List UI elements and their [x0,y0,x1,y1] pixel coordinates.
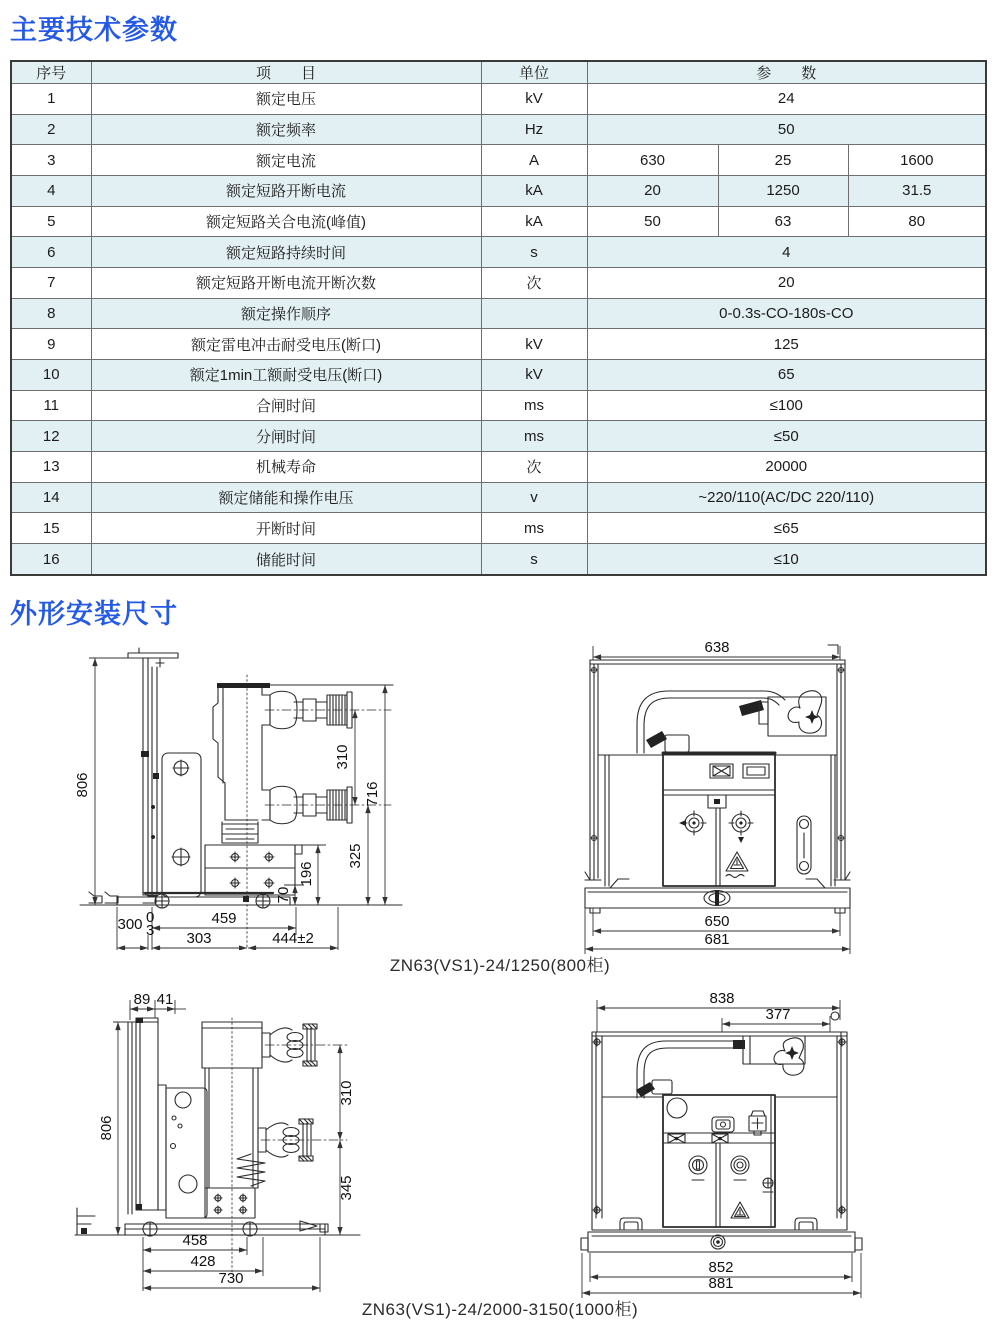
section-title-dims: 外形安装尺寸 [10,599,178,629]
param-name-cell: 额定短路开断电流开断次数 [91,268,481,299]
param-value-cell: 1250 [718,176,848,207]
dim-label-300-tol-top: 0 [146,909,155,926]
dim-label-325: 325 [347,843,364,869]
param-value-cell: 8 [11,298,91,329]
dim-label-650: 650 [704,913,730,930]
param-name-cell: 合闸时间 [91,390,481,421]
param-value-cell: 6 [11,237,91,268]
table-row [11,114,986,145]
param-value-cell: kV [481,329,587,360]
param-value-cell: ≤100 [587,390,986,421]
param-name-cell: 额定频率 [91,114,481,145]
dim-label-681: 681 [704,931,730,948]
param-name-cell: 额定雷电冲击耐受电压(断口) [91,329,481,360]
param-name-cell: 额定1min工额耐受电压(断口) [91,360,481,391]
dim-label-377: 377 [765,1006,791,1023]
param-value-cell: ms [481,513,587,544]
dim-label-459: 459 [211,910,237,927]
table-row [11,206,986,237]
table-row [11,482,986,513]
param-value-cell: 80 [848,206,986,237]
params-table-body [11,84,986,576]
param-value-cell: 4 [587,237,986,268]
param-name-cell: 额定电流 [91,145,481,176]
dim-label-70: 70 [275,886,292,904]
param-value-cell: 31.5 [848,176,986,207]
param-value-cell: ≤65 [587,513,986,544]
param-value-cell: 5 [11,206,91,237]
drawing-800-front-view [540,640,940,960]
cabinet-front-dimensions [585,640,850,954]
dim-label-310: 310 [334,744,351,770]
param-value-cell: 1 [11,84,91,115]
param-value-cell: kA [481,176,587,207]
param-value-cell: ≤50 [587,421,986,452]
dim-label-41: 41 [156,991,174,1008]
col-header-unit: 单位 [481,61,587,84]
param-value-cell: 次 [481,268,587,299]
drawing-1000-side-view [55,988,485,1293]
drawing-1000-front-view [540,990,970,1300]
dim-label-444: 444±2 [272,930,314,947]
dim-label-806b: 806 [98,1115,115,1141]
param-value-cell: 9 [11,329,91,360]
cabinet-front-linework-1000 [581,1012,862,1252]
param-value-cell: s [481,544,587,575]
table-row [11,145,986,176]
param-value-cell: A [481,145,587,176]
drawing-caption-1000: ZN63(VS1)-24/2000-3150(1000柜) [361,1300,639,1319]
param-name-cell: 机械寿命 [91,452,481,483]
dim-label-300: 300 [117,916,143,933]
param-value-cell: 12 [11,421,91,452]
col-header-no: 序号 [11,61,91,84]
col-header-item: 项 目 [91,61,481,84]
param-value-cell: 20000 [587,452,986,483]
breaker-side-linework [80,648,402,947]
table-row [11,390,986,421]
param-value-cell: 20 [587,268,986,299]
param-value-cell: 1600 [848,145,986,176]
param-value-cell: 15 [11,513,91,544]
table-row [11,329,986,360]
param-value-cell: 10 [11,360,91,391]
param-value-cell: kV [481,84,587,115]
param-value-cell: ~220/110(AC/DC 220/110) [587,482,986,513]
param-value-cell: ms [481,390,587,421]
param-value-cell: Hz [481,114,587,145]
param-value-cell: 16 [11,544,91,575]
param-value-cell: 13 [11,452,91,483]
param-name-cell: 额定电压 [91,84,481,115]
param-value-cell: s [481,237,587,268]
table-row [11,84,986,115]
param-value-cell: 50 [587,206,718,237]
param-value-cell: ms [481,421,587,452]
param-value-cell: kV [481,360,587,391]
dim-label-730: 730 [218,1270,244,1287]
param-name-cell: 额定储能和操作电压 [91,482,481,513]
param-name-cell: 额定操作顺序 [91,298,481,329]
dim-label-806: 806 [74,772,91,798]
param-name-cell: 额定短路持续时间 [91,237,481,268]
param-value-cell: 3 [11,145,91,176]
table-row [11,360,986,391]
param-value-cell: 11 [11,390,91,421]
param-value-cell: 20 [587,176,718,207]
params-table [10,60,987,576]
dim-label-852: 852 [708,1259,734,1276]
section-title-main-params: 主要技术参数 [10,15,178,45]
dim-label-458: 458 [182,1232,208,1249]
dim-label-716: 716 [364,781,381,807]
param-name-cell: 开断时间 [91,513,481,544]
dim-label-881: 881 [708,1275,734,1292]
dim-label-89: 89 [133,991,151,1008]
param-value-cell: 2 [11,114,91,145]
dim-label-838: 838 [709,990,735,1007]
param-value-cell: 63 [718,206,848,237]
param-name-cell: 分闸时间 [91,421,481,452]
param-value-cell: 7 [11,268,91,299]
table-row [11,544,986,575]
param-value-cell: v [481,482,587,513]
table-row [11,421,986,452]
param-value-cell: 次 [481,452,587,483]
table-row [11,298,986,329]
param-name-cell: 额定短路关合电流(峰值) [91,206,481,237]
param-value-cell: 65 [587,360,986,391]
table-row [11,268,986,299]
dim-label-428: 428 [190,1253,216,1270]
table-header-row [11,61,986,84]
table-row [11,513,986,544]
table-row [11,452,986,483]
param-value-cell: 14 [11,482,91,513]
param-value-cell: 25 [718,145,848,176]
param-value-cell [481,298,587,329]
drawing-800-side-view [55,645,465,950]
param-value-cell: 50 [587,114,986,145]
param-value-cell: 0-0.3s-CO-180s-CO [587,298,986,329]
param-name-cell: 额定短路开断电流 [91,176,481,207]
dim-label-303: 303 [186,930,212,947]
col-header-param: 参 数 [587,61,986,84]
param-value-cell: 4 [11,176,91,207]
dim-label-300-tol-bot: 3 [146,922,155,939]
param-value-cell: kA [481,206,587,237]
param-name-cell: 储能时间 [91,544,481,575]
dim-label-345: 345 [338,1175,355,1201]
dim-label-196: 196 [298,861,315,887]
dim-label-638: 638 [704,640,730,656]
param-value-cell: 24 [587,84,986,115]
breaker-side-dimensions [74,658,385,950]
param-value-cell: 630 [587,145,718,176]
dim-label-310b: 310 [338,1080,355,1106]
table-row [11,176,986,207]
drawing-caption-800: ZN63(VS1)-24/1250(800柜) [389,956,611,975]
param-value-cell: ≤10 [587,544,986,575]
cabinet-front-linework [585,645,850,913]
param-value-cell: 125 [587,329,986,360]
table-row [11,237,986,268]
